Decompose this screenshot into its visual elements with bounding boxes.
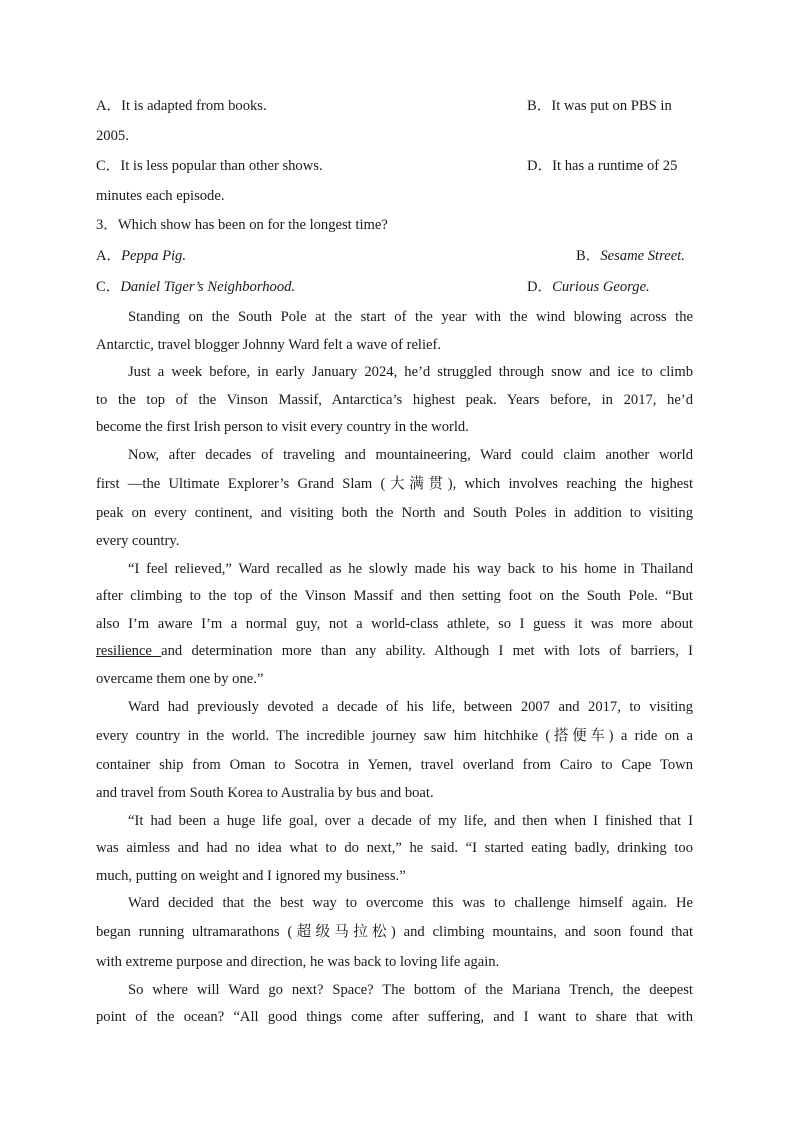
q2-option-c: C．It is less popular than other shows. <box>96 158 323 174</box>
passage-p6-line3: much, putting on weight and I ignored my business.” <box>96 868 406 884</box>
passage-p8-line2: point of the ocean? “All good things come after suffering, and I want to share that with <box>96 1009 693 1025</box>
passage-p2-line2: to the top of the Vinson Massif, Antarctica’s highest peak. Years before, in 2017, he’d <box>96 392 693 408</box>
q3-option-b <box>576 246 685 266</box>
q3-option-b-prefix: B． <box>576 248 601 264</box>
passage-p3-line3: peak on every continent, and visiting both the North and South Poles in addition to visiting <box>96 505 693 521</box>
passage-p4-line2: after climbing to the top of the Vinson Massif and then setting foot on the South Pole. “But <box>96 588 693 604</box>
passage-p1-line1: Standing on the South Pole at the start of the year with the wind blowing across the <box>128 309 693 325</box>
passage-p8-line1: So where will Ward go next? Space? The bottom of the Mariana Trench, the deepest <box>128 982 693 998</box>
q2-option-d-wrap: minutes each episode. <box>96 188 225 204</box>
passage-p7-line3: with extreme purpose and direction, he was back to loving life again. <box>96 954 500 970</box>
q3-option-a <box>96 246 186 266</box>
passage-p7-line1: Ward decided that the best way to overcome this was to challenge himself again. He <box>128 895 693 911</box>
q3-option-d-title: Curious George. <box>552 279 650 295</box>
passage-p7-line2: began running ultramarathons (超级马拉松) and climbing mountains, and soon found that <box>96 924 693 940</box>
q3-option-b-title: Sesame Street. <box>600 248 685 264</box>
q3-stem: 3．Which show has been on for the longest time? <box>96 217 388 233</box>
passage-p6-line1: “It had been a huge life goal, over a decade of my life, and then when I finished that I <box>128 813 693 829</box>
passage-p4-line1: “I feel relieved,” Ward recalled as he slowly made his way back to his home in Thailand <box>128 561 693 577</box>
passage-p5-line4: and travel from South Korea to Australia by bus and boat. <box>96 785 434 801</box>
passage-p2-line3: become the first Irish person to visit every country in the world. <box>96 419 469 435</box>
passage-p5-line2: every country in the world. The incredible journey saw him hitchhike (搭便车) a ride on a <box>96 728 693 744</box>
passage-p3-line2: first —the Ultimate Explorer’s Grand Slam (大满贯), which involves reaching the highest <box>96 476 693 492</box>
q3-option-c <box>96 277 295 297</box>
q2-option-b: B．It was put on PBS in <box>527 98 672 114</box>
q3-option-c-title: Daniel Tiger’s Neighborhood. <box>120 279 296 295</box>
q3-option-d-prefix: D． <box>527 279 553 295</box>
passage-p3-line4: every country. <box>96 533 180 549</box>
passage-p5-line1: Ward had previously devoted a decade of his life, between 2007 and 2017, to visiting <box>128 699 693 715</box>
q2-option-b-wrap: 2005. <box>96 128 129 144</box>
q3-option-d <box>527 277 650 297</box>
q2-option-d: D．It has a runtime of 25 <box>527 158 678 174</box>
passage-p4-line4-rest: and determination more than any ability. Although I met with lots of barriers, I <box>161 643 693 659</box>
underlined-word-resilience: resilience <box>96 643 162 659</box>
passage-p4-line4 <box>96 641 693 661</box>
passage-p4-line3: also I’m aware I’m a normal guy, not a world-class athlete, so I guess it was more about <box>96 616 693 632</box>
passage-p5-line3: container ship from Oman to Socotra in Yemen, travel overland from Cairo to Cape Town <box>96 757 693 773</box>
q3-option-a-title: Peppa Pig. <box>121 248 186 264</box>
q3-option-a-prefix: A． <box>96 248 122 264</box>
q3-option-c-prefix: C． <box>96 279 121 295</box>
passage-p6-line2: was aimless and had no idea what to do next,” he said. “I started eating badly, drinking too <box>96 840 693 856</box>
q2-option-a: A．It is adapted from books. <box>96 98 267 114</box>
passage-p3-line1: Now, after decades of traveling and mountaineering, Ward could claim another world <box>128 447 693 463</box>
passage-p2-line1: Just a week before, in early January 2024, he’d struggled through snow and ice to climb <box>128 364 693 380</box>
passage-p4-line5: overcame them one by one.” <box>96 671 264 687</box>
passage-p1-line2: Antarctic, travel blogger Johnny Ward felt a wave of relief. <box>96 337 442 353</box>
